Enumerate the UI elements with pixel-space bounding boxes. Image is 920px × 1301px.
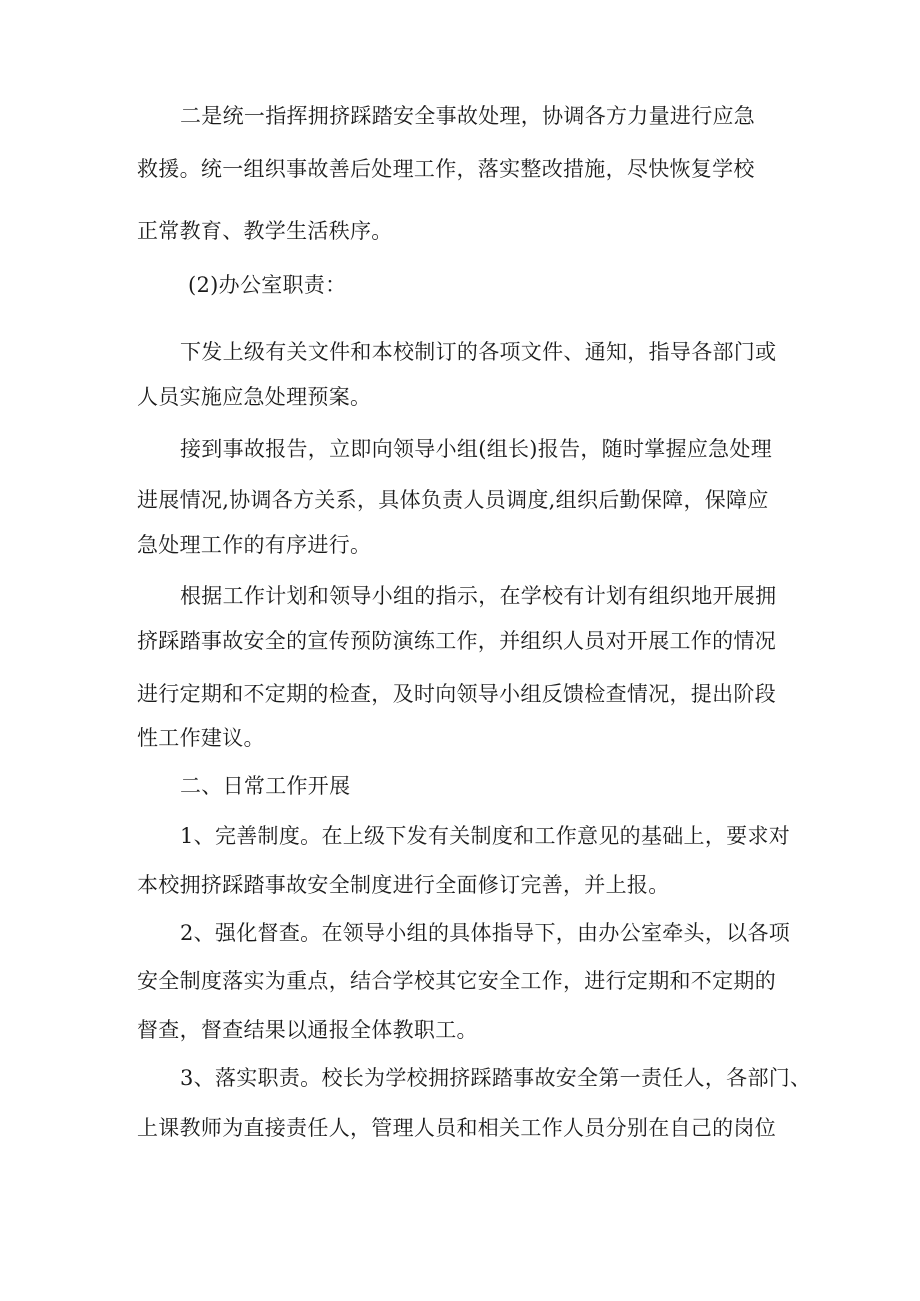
section-heading: 二、日常工作开展	[180, 774, 351, 798]
text-line: 1、完善制度。在上级下发有关制度和工作意见的基础上，要求对	[180, 824, 791, 848]
text-line: 上课教师为直接责任人，管理人员和相关工作人员分别在自己的岗位	[137, 1116, 776, 1140]
text-line: 人员实施应急处理预案。	[137, 385, 372, 409]
text-line: 进行定期和不定期的检查，及时向领导小组反馈检查情况，提出阶段	[137, 682, 776, 706]
text-line: 3、落实职责。校长为学校拥挤踩踏事故安全第一责任人，各部门、	[180, 1066, 812, 1090]
section-heading: (2)办公室职责：	[188, 273, 347, 297]
text-line: 接到事故报告，立即向领导小组(组长)报告，随时掌握应急处理	[180, 437, 773, 461]
text-line: 二是统一指挥拥挤踩踏安全事故处理，协调各方力量进行应急	[180, 104, 756, 128]
text-line: 正常教育、教学生活秩序。	[137, 219, 393, 243]
text-line: 性工作建议。	[137, 726, 265, 750]
text-line: 进展情况,协调各方关系，具体负责人员调度,组织后勤保障，保障应	[137, 488, 769, 512]
text-line: 急处理工作的有序进行。	[137, 533, 372, 557]
text-line: 2、强化督查。在领导小组的具体指导下，由办公室牵头，以各项	[180, 921, 791, 945]
text-line: 督查，督查结果以通报全体教职工。	[137, 1018, 478, 1042]
text-line: 救援。统一组织事故善后处理工作，落实整改措施，尽快恢复学校	[137, 157, 755, 181]
text-line: 下发上级有关文件和本校制订的各项文件、通知，指导各部门或	[180, 340, 777, 364]
text-line: 根据工作计划和领导小组的指示，在学校有计划有组织地开展拥	[180, 584, 777, 608]
text-line: 安全制度落实为重点，结合学校其它安全工作，进行定期和不定期的	[137, 969, 776, 993]
text-line: 本校拥挤踩踏事故安全制度进行全面修订完善，并上报。	[137, 873, 670, 897]
text-line: 挤踩踏事故安全的宣传预防演练工作，并组织人员对开展工作的情况	[137, 629, 776, 653]
